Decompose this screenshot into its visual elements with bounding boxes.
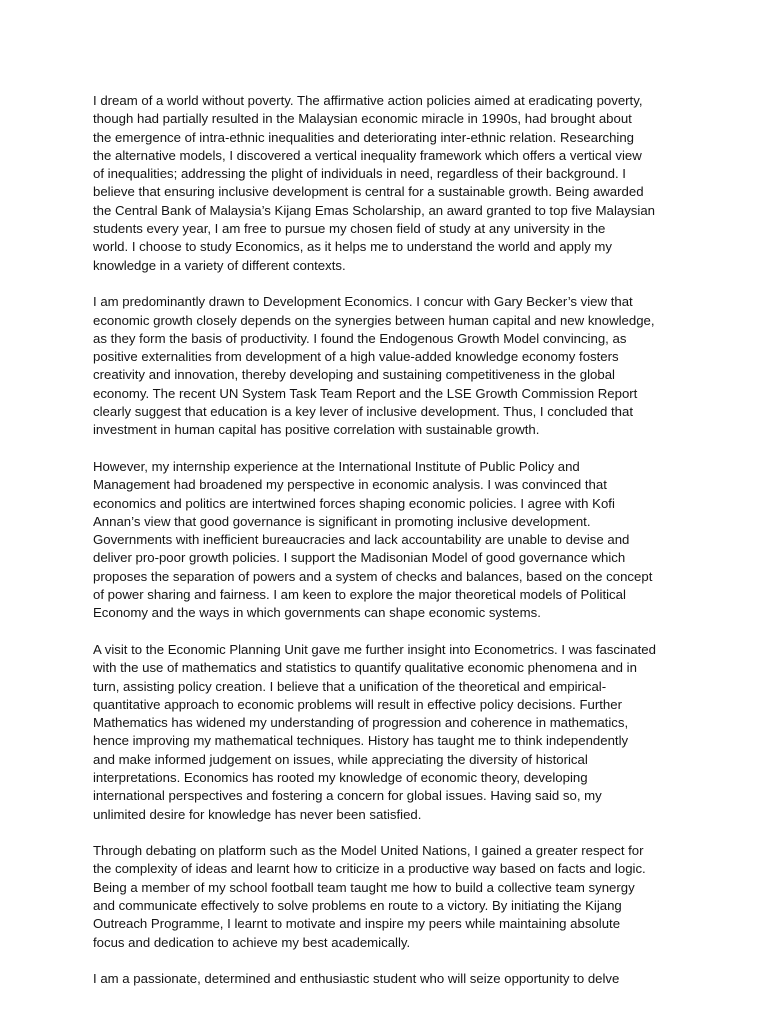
text-line: and make informed judgement on issues, while appreciating the diversity of historical [93,751,588,767]
text-line: Governments with inefficient bureaucracies and lack accountability are unable to devise and [93,532,630,548]
text-line: I am predominantly drawn to Development Economics. I concur with Gary Becker’s view that [93,294,633,310]
paragraph-5 [93,842,683,952]
paragraph-4 [93,641,683,824]
text-line: investment in human capital has positive correlation with sustainable growth. [93,422,540,438]
text-line: economy. The recent UN System Task Team Report and the LSE Growth Commission Report [93,385,638,401]
text-line: as they form the basis of productivity. I found the Endogenous Growth Model convincing, as [93,330,627,346]
text-line: economics and politics are intertwined forces shaping economic policies. I agree with Kofi [93,495,615,511]
text-line: quantitative approach to economic problems will result in effective policy decisions. Further [93,696,622,712]
text-line: the complexity of ideas and learnt how to criticize in a productive way based on facts and logic. [93,861,646,877]
text-line: Mathematics has widened my understanding of progression and coherence in mathematics, [93,715,629,731]
text-line: and communicate effectively to solve problems en route to a victory. By initiating the Kijang [93,898,622,914]
text-line: though had partially resulted in the Malaysian economic miracle in 1990s, had brought about [93,111,632,127]
text-line: the emergence of intra-ethnic inequalities and deteriorating inter-ethnic relation. Researching [93,129,635,145]
text-line: Being a member of my school football team taught me how to build a collective team synergy [93,879,635,895]
text-line: of power sharing and fairness. I am keen to explore the major theoretical models of Political [93,587,626,603]
text-line: Economy and the ways in which governments can shape economic systems. [93,605,541,621]
text-line: focus and dedication to achieve my best academically. [93,934,411,950]
text-line: students every year, I am free to pursue my chosen field of study at any university in the [93,221,606,237]
paragraph-1 [93,92,683,275]
text-line: positive externalities from development of a high value-added knowledge economy fosters [93,349,619,365]
text-line: proposes the separation of powers and a system of checks and balances, based on the concept [93,568,653,584]
text-line: I dream of a world without poverty. The affirmative action policies aimed at eradicating poverty, [93,93,643,108]
text-line: clearly suggest that education is a key lever of inclusive development. Thus, I concluded that [93,404,634,420]
text-line: international perspectives and fostering a concern for global issues. Having said so, my [93,788,602,804]
text-line: turn, assisting policy creation. I believe that a unification of the theoretical and empirical- [93,678,607,694]
text-line: interpretations. Economics has rooted my knowledge of economic theory, developing [93,769,588,785]
text-line: A visit to the Economic Planning Unit gave me further insight into Econometrics. I was fascinated [93,641,656,657]
text-line: Annan’s view that good governance is significant in promoting inclusive development. [93,513,591,529]
text-line: However, my internship experience at the International Institute of Public Policy and [93,458,580,474]
text-line: of inequalities; addressing the plight of individuals in need, regardless of their background. I [93,166,626,182]
text-line: world. I choose to study Economics, as it helps me to understand the world and apply my [93,239,612,255]
text-line: the alternative models, I discovered a vertical inequality framework which offers a vertical view [93,147,642,163]
text-line: creativity and innovation, thereby developing and sustaining competitiveness in the global [93,367,615,383]
text-line: Through debating on platform such as the Model United Nations, I gained a greater respect for [93,843,644,859]
text-line: deliver pro-poor growth policies. I support the Madisonian Model of good governance which [93,550,626,566]
text-line: believe that ensuring inclusive development is central for a sustainable growth. Being awarded [93,184,644,200]
text-line: knowledge in a variety of different contexts. [93,257,346,273]
text-line: I am a passionate, determined and enthusiastic student who will seize opportunity to delve [93,971,620,987]
paragraph-3 [93,458,683,623]
text-line: Outreach Programme, I learnt to motivate and inspire my peers while maintaining absolute [93,916,621,932]
text-line: hence improving my mathematical techniques. History has taught me to think independently [93,733,629,749]
paragraph-2 [93,293,683,439]
text-line: with the use of mathematics and statistics to quantify qualitative economic phenomena and in [93,660,637,676]
text-line: the Central Bank of Malaysia’s Kijang Emas Scholarship, an award granted to top five Malaysian [93,202,655,218]
paragraph-6 [93,970,683,988]
text-line: Management had broadened my perspective in economic analysis. I was convinced that [93,477,607,493]
text-line: unlimited desire for knowledge has never been satisfied. [93,806,422,822]
document-body [93,92,683,1007]
text-line: economic growth closely depends on the synergies between human capital and new knowledge, [93,312,655,328]
